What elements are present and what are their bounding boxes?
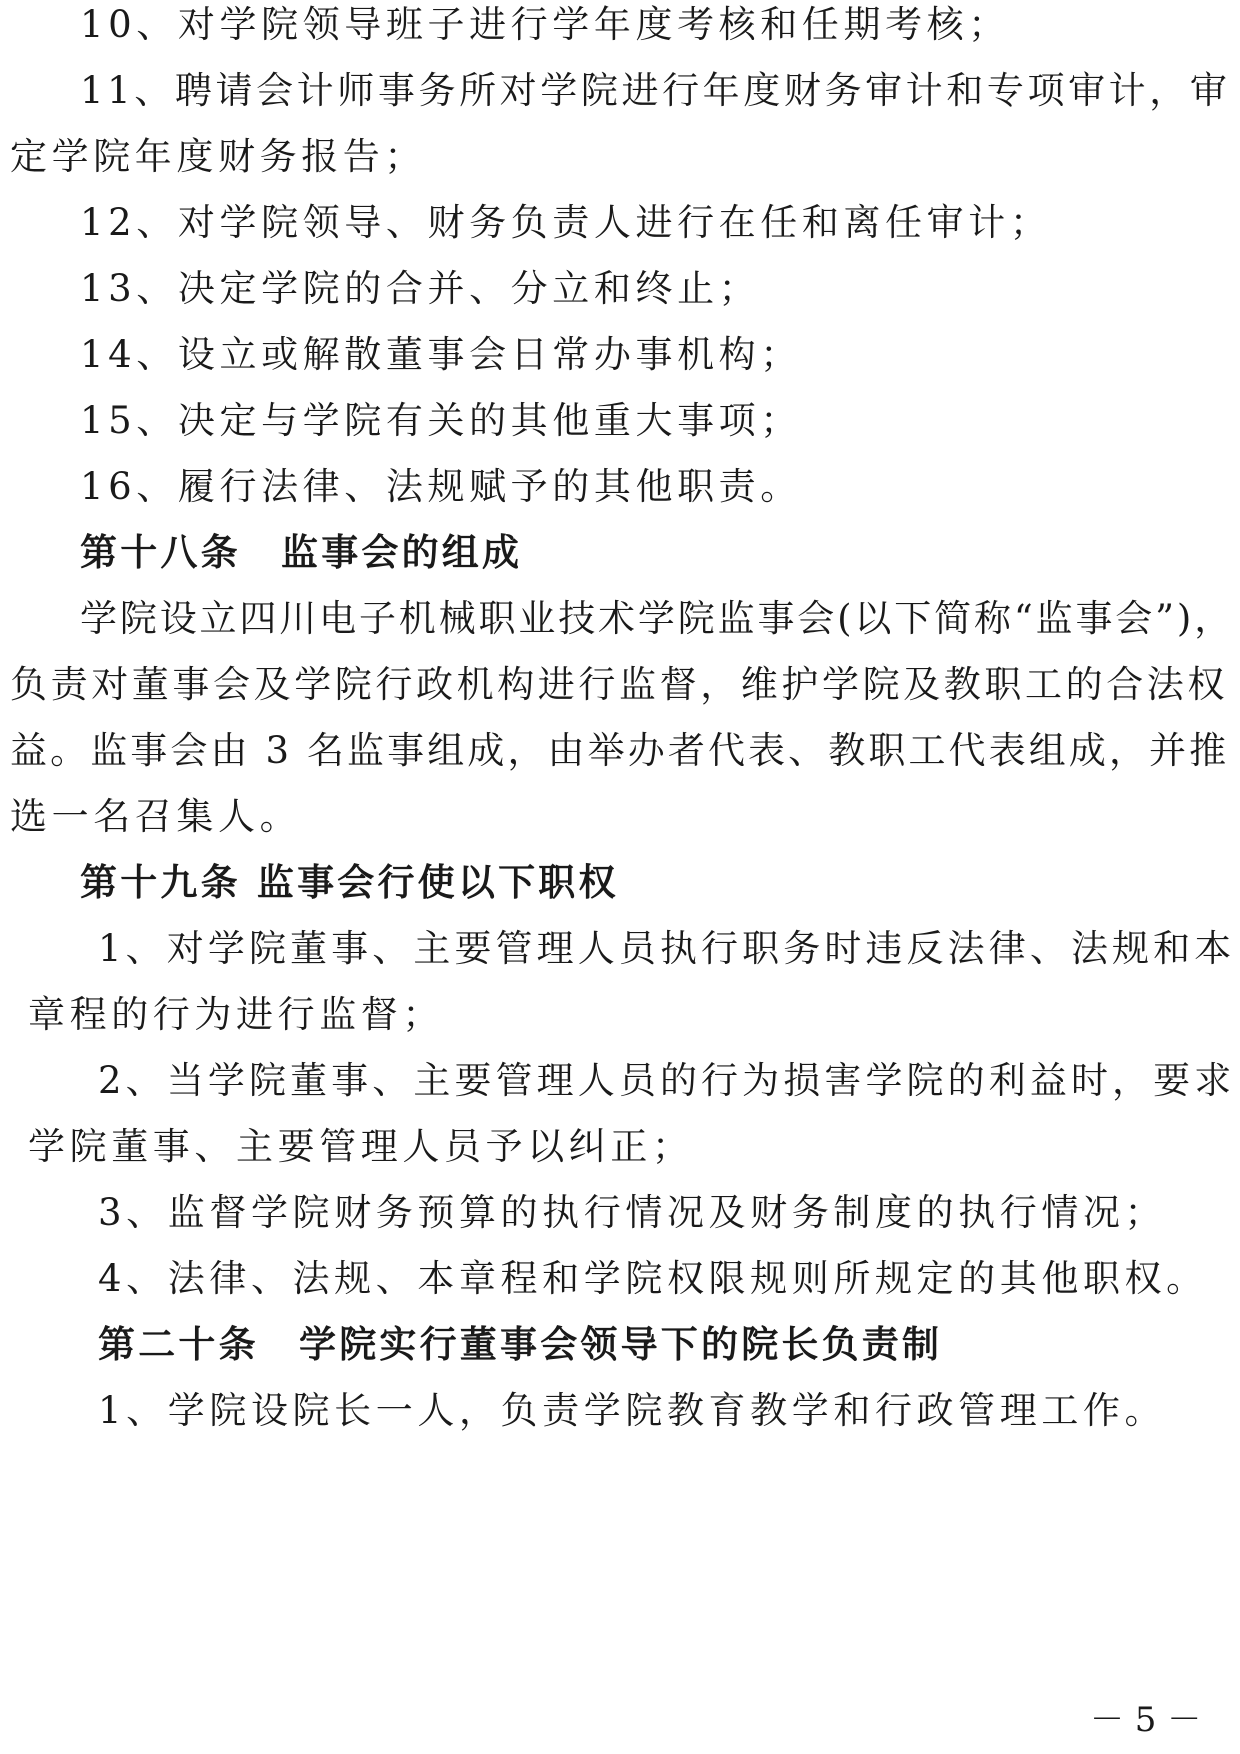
article-18-paragraph-line-3: 益。监事会由 3 名监事组成，由举办者代表、教职工代表组成，并推	[10, 729, 1230, 772]
clause-item-10: 10、对学院领导班子进行学年度考核和任期考核；	[80, 3, 1010, 46]
article-19-item-2-continued: 学院董事、主要管理人员予以纠正；	[28, 1125, 694, 1168]
article-20-heading: 第二十条 学院实行董事会领导下的院长负责制	[98, 1323, 943, 1366]
article-19-item-1: 1、对学院董事、主要管理人员执行职务时违反法律、法规和本	[98, 927, 1236, 970]
clause-item-13: 13、决定学院的合并、分立和终止；	[80, 267, 761, 310]
article-18-heading: 第十八条 监事会的组成	[80, 531, 523, 574]
clause-item-16: 16、履行法律、法规赋予的其他职责。	[80, 465, 802, 508]
article-19-item-2: 2、当学院董事、主要管理人员的行为损害学院的利益时，要求	[98, 1059, 1236, 1102]
clause-item-14: 14、设立或解散董事会日常办事机构；	[80, 333, 802, 376]
article-20-item-1: 1、学院设院长一人，负责学院教育教学和行政管理工作。	[98, 1389, 1167, 1432]
clause-item-15: 15、决定与学院有关的其他重大事项；	[80, 399, 802, 442]
article-19-item-3: 3、监督学院财务预算的执行情况及财务制度的执行情况；	[98, 1191, 1167, 1234]
article-19-item-1-continued: 章程的行为进行监督；	[28, 993, 444, 1036]
article-19-heading: 第十九条 监事会行使以下职权	[80, 861, 619, 904]
page-number: － 5 －	[1090, 1700, 1202, 1740]
clause-item-11: 11、聘请会计师事务所对学院进行年度财务审计和专项审计，审	[80, 69, 1231, 112]
clause-item-11-continued: 定学院年度财务报告；	[10, 135, 426, 178]
article-18-paragraph-line-4: 选一名召集人。	[10, 795, 302, 838]
clause-item-12: 12、对学院领导、财务负责人进行在任和离任审计；	[80, 201, 1052, 244]
article-19-item-4: 4、法律、法规、本章程和学院权限规则所规定的其他职权。	[98, 1257, 1208, 1300]
article-18-paragraph-line-2: 负责对董事会及学院行政机构进行监督，维护学院及教职工的合法权	[10, 663, 1228, 706]
article-18-paragraph-line-1: 学院设立四川电子机械职业技术学院监事会(以下简称“监事会”)，	[80, 597, 1235, 640]
